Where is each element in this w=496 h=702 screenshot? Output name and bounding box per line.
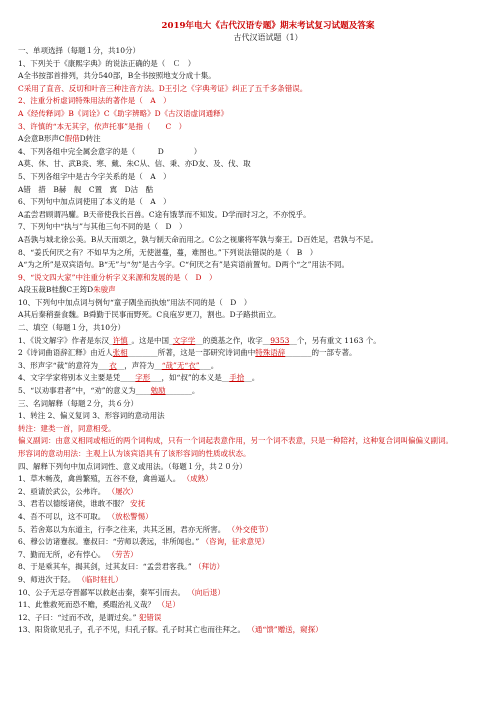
text-line: 转注：建类一首，同意相受。 (18, 423, 116, 433)
text-line: 9、“说文四大家”中注重分析字义来源和发展的是（ D ） (18, 272, 217, 282)
section-terms (18, 398, 482, 474)
answer: 许慎 (112, 335, 128, 345)
fill-question-5: 5、“以劝事君者”中，“劝”的意义为____勉励_______。 (18, 386, 200, 396)
text-line: 二、填空（每题１分，共10分） (18, 323, 126, 333)
fill-question-1: 1、《说文解字》作者是东汉_许慎_。这是中国_文字学__的奠基之作，收字__9353__个，另有重文 1163 个。 (18, 335, 381, 345)
section-explain (18, 473, 482, 637)
explain-question: 9、师进次于陉。 （临时驻扎） (18, 574, 123, 584)
section-single-choice (18, 45, 482, 335)
text-line: 2、注重分析虚词特殊用法的著作是（ A ） (18, 96, 171, 106)
text-line: 三、名词解释（每题２分，共６分） (18, 398, 138, 408)
answer: （足） (157, 600, 180, 610)
text-line: A莫、休、甘、武B炎、寒、戴、朱C从、信、秉、亦D友、及、伐、取 (18, 159, 251, 169)
answer: （劳苦） (107, 549, 138, 559)
text-line: 3、许慎的“本无其字，依声托事”是指（ C ） (18, 121, 187, 131)
explain-question: 8、于是乘其车，揭其剑，过其友曰：“孟尝君客我。” （拜访） (18, 562, 225, 572)
highlighted-answer: 假借 (64, 134, 80, 144)
answer: （拜访） (194, 562, 225, 572)
text-line: A会意B形声C假借D转注 (18, 134, 101, 144)
highlighted-answer: 朱骏声 (93, 285, 116, 295)
text-line: 7、下列句中“执与”与其他三句不同的是（ D ） (18, 222, 187, 232)
answer: （成熟） (182, 474, 213, 484)
answer: 安抚 (130, 499, 146, 509)
answer: （通“馈”赠送，窥探） (247, 625, 323, 635)
explain-question: 6、穆公访诸蹇叔。蹇叔曰：“劳师以袭远，非所闻也。” （咨询，征求意见） (18, 537, 270, 547)
fill-question-4: 4、文字学家将别本义主要是凭____字形___，如“叔”的本义是__手拾__。 (18, 373, 260, 383)
explain-question: 4、吾不可以，这不可取。 （放松警惕） (18, 511, 153, 521)
explain-question: 12、子曰：“过而不改，是谓过矣。” 犯错误 (18, 612, 162, 622)
document-subtitle: 古代汉语试题（1） (233, 33, 303, 42)
explain-question: 7、勤而无所，必有悖心。 （劳苦） (18, 549, 138, 559)
text-line: 形容词的意动用法：主观上认为该宾语具有了该形容词的性质或状态。 (18, 449, 251, 458)
answer: 勉励 (150, 386, 166, 396)
text-line: A吾孰与城北徐公美。B从天而颂之，孰与制天命而用之。C公之视廉将军孰与秦王。D百姓足，君孰与不足。 (18, 234, 379, 244)
answer: 张相 (112, 348, 128, 358)
fill-question-3: 3、形声字“裁”的意符为___衣__，声符为__“哉”无“衣”___。 (18, 360, 219, 370)
text-line: 5、下列各组字中是古今字关系的是（ A ） (18, 171, 171, 181)
answer: 犯错误 (138, 612, 162, 622)
text-line: 4、下列各组中完全属会意字的是（ D ） (18, 146, 202, 156)
explain-question: 5、若舍郑以为东道主，行李之往来，共其乏困，君亦无所害。 （外交使节） (18, 524, 273, 534)
explain-question: 10、公子无忌夺晋鄙军以救赵击秦，秦军引而去。 （向后退） (18, 587, 225, 597)
section-fill-in (18, 335, 482, 398)
document-title: 2019年电大《古代汉语专题》期末考试复习试题及答案 (161, 21, 375, 31)
text-line: 偏义副词：由意义相同或相近的两个词构成，只有一个词起表意作用，另一个词不表意，只是一种陪衬，这种复合词叫偏偏义副词。 (18, 436, 453, 446)
explain-question: 13、阳货欲见孔子，孔子不见，归孔子豚。孔子时其亡也而往拜之。 （通“馈”赠送，窥探） (18, 625, 323, 635)
answer: 9353 (270, 335, 290, 345)
answer: 手拾 (229, 373, 245, 383)
text-line: A其后秦稍蚕食魏。B舜勤于民事而野死。C良庖岁更刀，割也。D子路拱而立。 (18, 310, 281, 320)
text-line: 一、单项选择（每题１分，共10分） (18, 46, 141, 55)
text-line: C采用了直音、反切和叶音三种注音方法。D王引之《字典考证》纠正了五千多条错误。 (18, 83, 308, 93)
fill-question-2: 2《诗词曲语辞汇释》由近人张相________所著，这是一部研究诗词曲中特殊语辞_______的一部专著。 (18, 348, 357, 358)
explain-question: 1、草木畅茂，禽兽繁殖，五谷不登，禽兽逼人。 （成熟） (18, 474, 213, 484)
answer: （临时驻扎） (77, 574, 123, 584)
answer: （向后退） (187, 587, 225, 597)
answer: （咨询，征求意见） (201, 537, 270, 547)
answer: “哉”无“衣” (161, 360, 200, 370)
answer: （屡次） (107, 486, 138, 496)
explain-question: 11、此惟救死而恐不赡，奚暇治礼义哉？ （足） (18, 600, 180, 610)
text-line: A全书按部首排列，共分540部，B全书按照地支分成十集。 (18, 71, 216, 81)
answer: （放松警惕） (107, 511, 153, 521)
text-line: 四、解释下列句中加点词词性、意义或用法。（每题１分，共２０分） (18, 461, 247, 471)
text-line: A错 措 B赫 舰 C置 寘 D沽 酤 (18, 184, 154, 194)
text-line: 1、下列关于《康熙字典》的说法正确的是（ Ｃ ） (18, 58, 196, 68)
text-line: 6、下列句中加点词使用了本义的是（ A ） (18, 197, 171, 207)
text-line: 10、下列句中加点词与例句“童子隅坐而执烛”用法不同的是（ D ） (18, 297, 252, 307)
text-line: A“为之所”是双宾语句。B“无”与“勿”是古今字。C“何厌之有”是宾语前置句。D两个“之”用法不同。 (18, 260, 350, 270)
text-line: 8、“姜氏何厌之有？不如早为之所，无使滋蔓，蔓，难图也。”下列说法错误的是（ B ） (18, 247, 318, 257)
text-line: A《经传释词》B《词诠》C《助字辨略》D《古汉语虚词通释》 (18, 108, 229, 118)
text-line: A孟尝君顾谓冯驩。B天帝使我长百兽。C途有饿莩而不知发。D学而时习之，不亦悦乎。 (18, 209, 311, 219)
answer: 衣 (109, 360, 117, 370)
answer: 特殊语辞 (255, 348, 286, 358)
explain-question: 2、亟请於武公，公弗许。 （屡次） (18, 486, 138, 496)
text-line: A段玉裁B桂馥C王筠D朱骏声 (18, 285, 116, 295)
explain-question: 3、君若以德绥诸侯，谁敢不服？ 安抚 (18, 499, 146, 509)
answer: （外交使节） (227, 524, 273, 534)
answer: 字形 (135, 373, 151, 383)
answer: 文字学 (172, 335, 196, 345)
text-line: 1、转注 2、偏义复词 3、形容词的意动用法 (18, 411, 165, 421)
